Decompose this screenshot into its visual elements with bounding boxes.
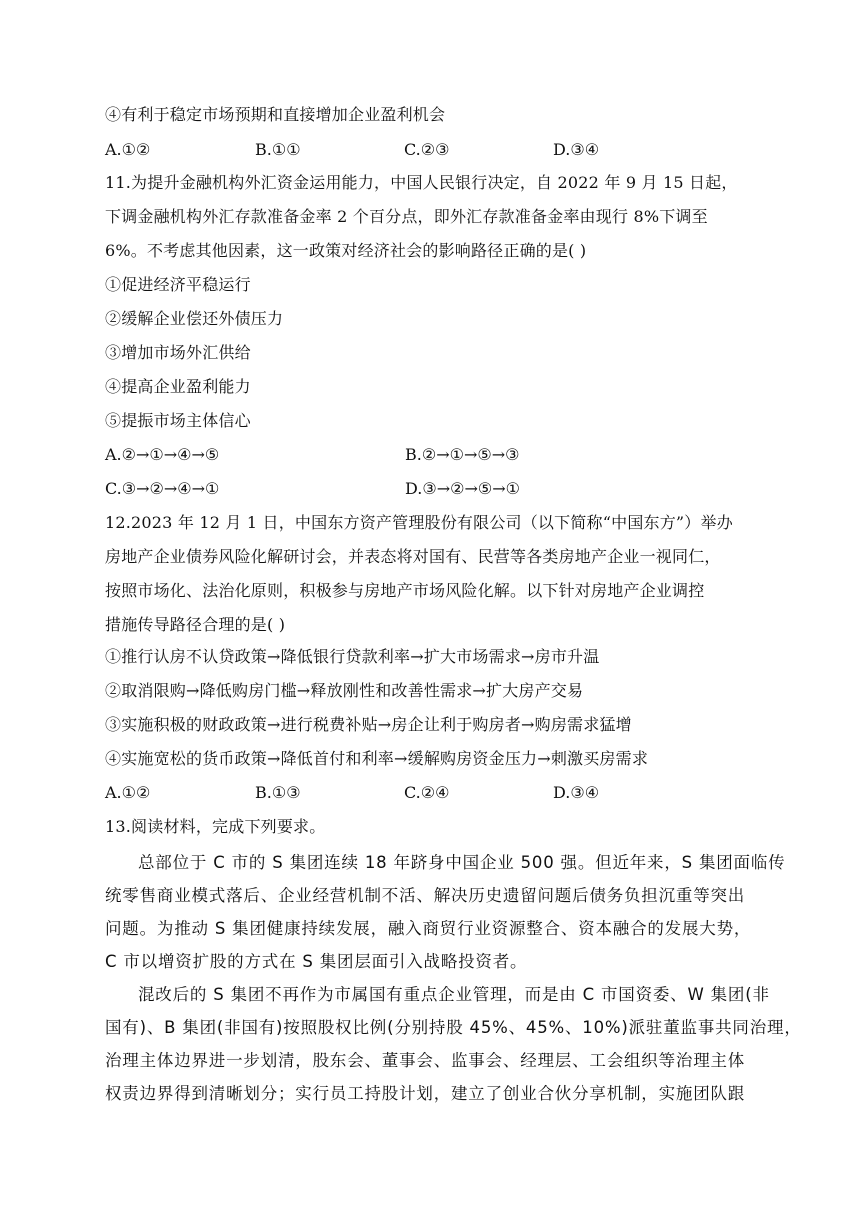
q10-option-c: C.②③ <box>404 140 450 159</box>
q12-statement-4: ④实施宽松的货币政策→降低首付和利率→缓解购房资金压力→刺激买房需求 <box>105 749 649 768</box>
q13-para1-line-4: C 市以增资扩股的方式在 S 集团层面引入战略投资者。 <box>105 952 528 971</box>
q11-statement-3: ③增加市场外汇供给 <box>105 343 251 362</box>
q12-statement-1: ①推行认房不认贷政策→降低银行贷款利率→扩大市场需求→房市升温 <box>105 647 600 666</box>
q13-para2-line-2: 国有)、B 集团(非国有)按照股权比例(分别持股 45%、45%、10%)派驻董监事共同治理， <box>105 1018 802 1037</box>
q11-option-c: C.③→②→④→① <box>105 479 220 498</box>
q12-option-d: D.③④ <box>553 783 600 802</box>
q12-option-c: C.②④ <box>404 783 450 802</box>
q10-statement-4: ④有利于稳定市场预期和直接增加企业盈利机会 <box>105 105 446 124</box>
q10-option-a: A.①② <box>105 140 151 159</box>
q12-option-a: A.①② <box>105 783 151 802</box>
q12-stem-line-3: 按照市场化、法治化原则，积极参与房地产市场风险化解。以下针对房地产企业调控 <box>105 581 705 600</box>
q12-stem-line-2: 房地产企业债券风险化解研讨会，并表态将对国有、民营等各类房地产企业一视同仁， <box>105 547 721 566</box>
q11-stem-line-1: 11.为提升金融机构外汇资金运用能力，中国人民银行决定，自 2022 年 9 月 15 日起， <box>105 173 738 192</box>
q11-option-b: B.②→①→⑤→③ <box>405 445 520 464</box>
q13-stem: 13.阅读材料，完成下列要求。 <box>105 817 326 836</box>
q11-statement-4: ④提高企业盈利能力 <box>105 377 251 396</box>
q13-para1-line-2: 统零售商业模式落后、企业经营机制不活、解决历史遗留问题后债务负担沉重等突出 <box>105 886 746 905</box>
q13-para2-line-3: 治理主体边界进一步划清，股东会、董事会、监事会、经理层、工会组织等治理主体 <box>105 1051 746 1070</box>
q11-statement-5: ⑤提振市场主体信心 <box>105 411 251 430</box>
q13-para2-line-1: 混改后的 S 集团不再作为市属国有重点企业管理，而是由 C 市国资委、W 集团(非 <box>138 985 770 1004</box>
q12-statement-2: ②取消限购→降低购房门槛→释放刚性和改善性需求→扩大房产交易 <box>105 681 584 700</box>
q13-para1-line-3: 问题。为推动 S 集团健康持续发展，融入商贸行业资源整合、资本融合的发展大势， <box>105 919 752 938</box>
q12-stem-line-4: 措施传导路径合理的是( ) <box>105 615 286 634</box>
q13-para2-line-4: 权责边界得到清晰划分；实行员工持股计划，建立了创业合伙分享机制，实施团队跟 <box>105 1084 746 1103</box>
q10-option-d: D.③④ <box>553 140 600 159</box>
q10-option-b: B.①① <box>255 140 301 159</box>
q11-stem-line-2: 下调金融机构外汇存款准备金率 2 个百分点，即外汇存款准备金率由现行 8%下调至 <box>105 207 708 226</box>
q13-material-paragraph-2 <box>105 978 802 1110</box>
q11-option-a: A.②→①→④→⑤ <box>105 445 220 464</box>
q13-material-paragraph-1 <box>105 846 786 978</box>
q12-statement-3: ③实施积极的财政政策→进行税费补贴→房企让利于购房者→购房需求猛增 <box>105 715 632 734</box>
q12-option-b: B.①③ <box>255 783 301 802</box>
q11-stem-line-3: 6%。不考虑其他因素，这一政策对经济社会的影响路径正确的是( ) <box>105 241 587 260</box>
q11-option-d: D.③→②→⑤→① <box>405 479 520 498</box>
q13-para1-line-1: 总部位于 C 市的 S 集团连续 18 年跻身中国企业 500 强。但近年来，S 集团面临传 <box>138 853 786 872</box>
q11-statement-1: ①促进经济平稳运行 <box>105 275 251 294</box>
q12-stem-line-1: 12.2023 年 12 月 1 日，中国东方资产管理股份有限公司（以下简称“中国东方”）举办 <box>105 513 733 532</box>
q11-statement-2: ②缓解企业偿还外债压力 <box>105 309 284 328</box>
